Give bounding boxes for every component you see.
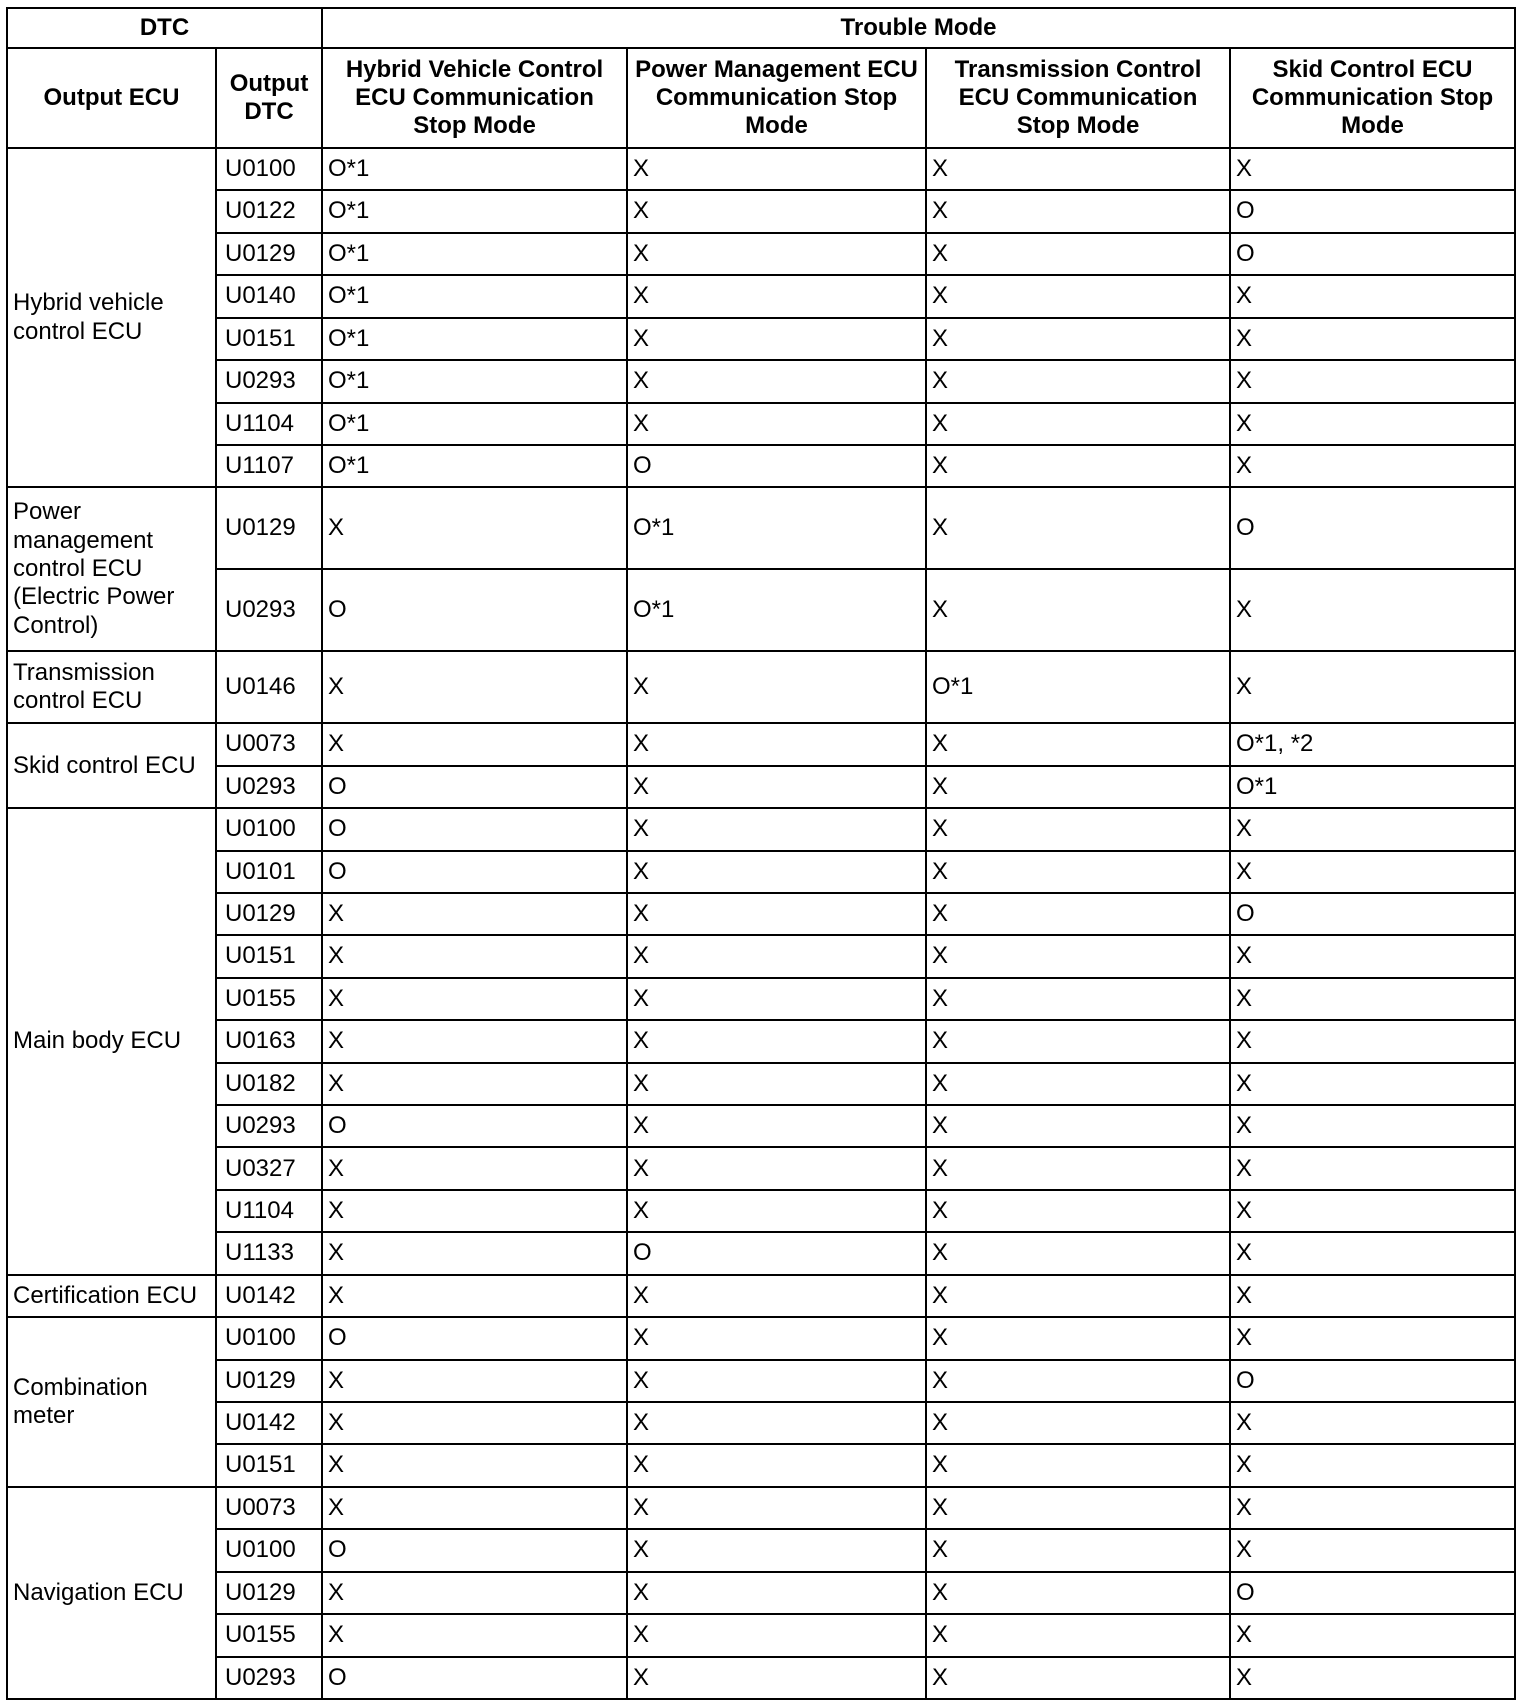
mode-status-cell: X [1230, 808, 1515, 850]
output-dtc-cell: U0182 [216, 1063, 322, 1105]
mode-status-cell: O [627, 445, 926, 487]
mode-status-cell: X [926, 851, 1230, 893]
table-row [7, 1360, 1515, 1402]
mode-status-cell: X [627, 318, 926, 360]
table-row [7, 233, 1515, 275]
mode-status-cell: X [1230, 1275, 1515, 1317]
output-dtc-cell: U0100 [216, 1317, 322, 1359]
mode-status-cell: O*1 [322, 360, 627, 402]
table-row [7, 1402, 1515, 1444]
mode-status-cell: X [627, 1105, 926, 1147]
mode-status-cell: X [1230, 1317, 1515, 1359]
mode-status-cell: O [322, 1105, 627, 1147]
table-row [7, 1614, 1515, 1656]
mode-status-cell: X [926, 1020, 1230, 1062]
table-row [7, 1190, 1515, 1232]
mode-status-cell: X [926, 808, 1230, 850]
mode-status-cell: X [627, 1572, 926, 1614]
mode-status-cell: X [926, 1572, 1230, 1614]
mode-status-cell: X [1230, 1402, 1515, 1444]
mode-status-cell: X [926, 190, 1230, 232]
mode-status-cell: X [1230, 1444, 1515, 1486]
mode-status-cell: O [322, 808, 627, 850]
mode-status-cell: X [926, 1402, 1230, 1444]
trouble-mode-header: Trouble Mode [322, 8, 1515, 48]
output-dtc-cell: U0129 [216, 233, 322, 275]
output-ecu-cell: Skid control ECU [7, 723, 216, 808]
output-dtc-cell: U0293 [216, 766, 322, 808]
table-row [7, 1063, 1515, 1105]
mode-status-cell: X [926, 1105, 1230, 1147]
output-dtc-cell: U0101 [216, 851, 322, 893]
mode-status-cell: X [1230, 318, 1515, 360]
mode-status-cell: X [1230, 445, 1515, 487]
mode-status-cell: X [322, 1063, 627, 1105]
table-row [7, 1275, 1515, 1317]
mode-status-cell: X [926, 1317, 1230, 1359]
mode-status-cell: X [322, 723, 627, 765]
table-row [7, 1232, 1515, 1274]
table-row [7, 723, 1515, 765]
table-row [7, 1020, 1515, 1062]
mode-status-cell: O*1 [322, 445, 627, 487]
table-row [7, 1444, 1515, 1486]
table-row [7, 1317, 1515, 1359]
output-dtc-cell: U0146 [216, 651, 322, 723]
mode-status-cell: X [627, 1275, 926, 1317]
mode-status-cell: X [926, 487, 1230, 569]
mode-status-cell: X [627, 1487, 926, 1529]
output-dtc-cell: U1104 [216, 403, 322, 445]
mode-status-cell: X [627, 1190, 926, 1232]
output-dtc-cell: U0100 [216, 808, 322, 850]
mode-status-cell: X [627, 935, 926, 977]
mode-status-cell: X [322, 978, 627, 1020]
mode-status-cell: X [322, 1275, 627, 1317]
mode-status-cell: X [627, 275, 926, 317]
mode-status-cell: X [926, 893, 1230, 935]
mode-status-cell: X [627, 1317, 926, 1359]
mode-status-cell: X [627, 1020, 926, 1062]
mode-status-cell: X [926, 1487, 1230, 1529]
mode-status-cell: X [926, 978, 1230, 1020]
mode-status-cell: X [1230, 1020, 1515, 1062]
mode-status-cell: X [322, 1190, 627, 1232]
output-dtc-cell: U0100 [216, 148, 322, 190]
output-dtc-cell: U0142 [216, 1402, 322, 1444]
table-row [7, 651, 1515, 723]
output-dtc-cell: U0293 [216, 1657, 322, 1699]
mode-status-cell: O [1230, 1572, 1515, 1614]
output-dtc-cell: U0100 [216, 1529, 322, 1571]
mode-status-cell: X [926, 318, 1230, 360]
mode-status-cell: X [926, 1444, 1230, 1486]
table-row [7, 318, 1515, 360]
mode-status-cell: O*1 [322, 190, 627, 232]
mode-status-cell: X [1230, 1147, 1515, 1189]
table-row [7, 1105, 1515, 1147]
mode-status-cell: X [322, 1147, 627, 1189]
mode-status-cell: X [1230, 935, 1515, 977]
mode-status-cell: O*1 [322, 148, 627, 190]
mode-status-cell: X [627, 403, 926, 445]
table-row [7, 1657, 1515, 1699]
mode-status-cell: X [627, 233, 926, 275]
mode-status-cell: O*1 [322, 275, 627, 317]
mode-status-cell: X [1230, 1190, 1515, 1232]
mode-status-cell: X [1230, 360, 1515, 402]
table-row [7, 275, 1515, 317]
mode-status-cell: X [627, 1529, 926, 1571]
mode-status-cell: O [322, 569, 627, 651]
mode-status-cell: O [322, 851, 627, 893]
output-ecu-cell: Certification ECU [7, 1275, 216, 1317]
mode-status-cell: X [322, 935, 627, 977]
mode-status-cell: O*1 [322, 318, 627, 360]
mode-status-cell: X [926, 233, 1230, 275]
mode-status-cell: X [1230, 1657, 1515, 1699]
mode-status-cell: X [627, 723, 926, 765]
mode-status-cell: X [627, 766, 926, 808]
output-ecu-cell: Main body ECU [7, 808, 216, 1275]
mode-status-cell: O [322, 1529, 627, 1571]
table-row [7, 1572, 1515, 1614]
mode-status-cell: X [1230, 651, 1515, 723]
output-dtc-cell: U0073 [216, 1487, 322, 1529]
mode-status-cell: X [926, 569, 1230, 651]
mode-status-cell: X [1230, 1487, 1515, 1529]
mode-status-cell: O*1 [926, 651, 1230, 723]
output-dtc-cell: U0142 [216, 1275, 322, 1317]
mode-status-cell: X [1230, 275, 1515, 317]
mode-status-cell: O*1 [322, 233, 627, 275]
mode-status-cell: O [322, 766, 627, 808]
output-dtc-cell: U0151 [216, 935, 322, 977]
output-ecu-cell: Navigation ECU [7, 1487, 216, 1699]
mode-status-cell: X [627, 1147, 926, 1189]
output-dtc-cell: U0293 [216, 569, 322, 651]
mode-status-cell: X [926, 1147, 1230, 1189]
mode-status-cell: X [926, 403, 1230, 445]
mode-header-hybrid: Hybrid Vehicle Control ECU Communication Stop Mode [322, 48, 627, 148]
mode-status-cell: X [926, 1360, 1230, 1402]
output-dtc-cell: U0155 [216, 978, 322, 1020]
mode-status-cell: X [627, 190, 926, 232]
mode-status-cell: X [322, 1614, 627, 1656]
mode-status-cell: X [926, 935, 1230, 977]
mode-status-cell: O [322, 1657, 627, 1699]
output-dtc-cell: U0293 [216, 1105, 322, 1147]
mode-status-cell: O [1230, 487, 1515, 569]
output-ecu-cell: Hybrid vehicle control ECU [7, 148, 216, 487]
mode-status-cell: X [926, 1063, 1230, 1105]
mode-status-cell: O*1 [1230, 766, 1515, 808]
mode-status-cell: X [627, 651, 926, 723]
mode-status-cell: X [627, 148, 926, 190]
mode-status-cell: X [1230, 1614, 1515, 1656]
output-dtc-cell: U0122 [216, 190, 322, 232]
mode-status-cell: X [322, 1572, 627, 1614]
mode-status-cell: X [322, 1487, 627, 1529]
mode-status-cell: X [926, 723, 1230, 765]
table-body [7, 148, 1515, 1699]
mode-status-cell: O*1 [627, 569, 926, 651]
mode-status-cell: O [1230, 1360, 1515, 1402]
mode-status-cell: O*1 [322, 403, 627, 445]
output-ecu-cell: Combination meter [7, 1317, 216, 1487]
table-row [7, 445, 1515, 487]
mode-status-cell: X [322, 1444, 627, 1486]
mode-status-cell: X [1230, 1232, 1515, 1274]
table-row [7, 403, 1515, 445]
mode-header-power-management: Power Management ECU Communication Stop Mode [627, 48, 926, 148]
output-dtc-cell: U0129 [216, 1572, 322, 1614]
table-row [7, 808, 1515, 850]
table-row [7, 1147, 1515, 1189]
output-dtc-cell: U0151 [216, 318, 322, 360]
mode-status-cell: X [322, 487, 627, 569]
mode-status-cell: X [322, 1402, 627, 1444]
table-row [7, 569, 1515, 651]
mode-status-cell: X [1230, 148, 1515, 190]
mode-status-cell: X [926, 1232, 1230, 1274]
mode-status-cell: X [627, 851, 926, 893]
mode-status-cell: X [627, 360, 926, 402]
output-dtc-cell: U0293 [216, 360, 322, 402]
table-row [7, 148, 1515, 190]
output-dtc-cell: U0073 [216, 723, 322, 765]
mode-status-cell: X [627, 1614, 926, 1656]
table-row [7, 935, 1515, 977]
mode-status-cell: X [926, 1529, 1230, 1571]
mode-status-cell: X [627, 893, 926, 935]
mode-status-cell: X [926, 1614, 1230, 1656]
mode-status-cell: X [926, 360, 1230, 402]
output-dtc-cell: U0155 [216, 1614, 322, 1656]
output-dtc-cell: U1107 [216, 445, 322, 487]
mode-status-cell: O [322, 1317, 627, 1359]
output-dtc-cell: U0129 [216, 1360, 322, 1402]
mode-status-cell: X [1230, 569, 1515, 651]
output-ecu-cell: Power management control ECU (Electric Power Control) [7, 487, 216, 650]
output-dtc-cell: U0140 [216, 275, 322, 317]
mode-status-cell: X [926, 1657, 1230, 1699]
mode-status-cell: X [322, 1020, 627, 1062]
mode-status-cell: X [1230, 1105, 1515, 1147]
output-dtc-cell: U1133 [216, 1232, 322, 1274]
dtc-trouble-mode-table [6, 7, 1516, 1700]
output-dtc-cell: U0327 [216, 1147, 322, 1189]
mode-status-cell: O [627, 1232, 926, 1274]
output-dtc-cell: U0151 [216, 1444, 322, 1486]
output-ecu-header: Output ECU [7, 48, 216, 148]
mode-status-cell: X [926, 1275, 1230, 1317]
table-row [7, 893, 1515, 935]
table-row [7, 487, 1515, 569]
mode-status-cell: X [1230, 851, 1515, 893]
output-dtc-cell: U0163 [216, 1020, 322, 1062]
table-row [7, 1487, 1515, 1529]
table-row [7, 190, 1515, 232]
table-row [7, 1529, 1515, 1571]
mode-status-cell: X [627, 808, 926, 850]
mode-status-cell: X [627, 978, 926, 1020]
mode-status-cell: X [627, 1063, 926, 1105]
output-dtc-header: Output DTC [216, 48, 322, 148]
table-row [7, 978, 1515, 1020]
mode-status-cell: O [1230, 893, 1515, 935]
dtc-header: DTC [7, 8, 322, 48]
mode-status-cell: X [926, 445, 1230, 487]
mode-status-cell: X [627, 1657, 926, 1699]
mode-status-cell: X [926, 1190, 1230, 1232]
mode-status-cell: O*1 [627, 487, 926, 569]
output-dtc-cell: U0129 [216, 487, 322, 569]
mode-status-cell: X [1230, 1063, 1515, 1105]
mode-status-cell: X [322, 893, 627, 935]
mode-status-cell: X [926, 148, 1230, 190]
mode-header-transmission: Transmission Control ECU Communication Stop Mode [926, 48, 1230, 148]
mode-status-cell: X [627, 1360, 926, 1402]
table-row [7, 851, 1515, 893]
mode-status-cell: X [322, 1360, 627, 1402]
table-row [7, 766, 1515, 808]
mode-status-cell: X [926, 275, 1230, 317]
mode-header-skid-control: Skid Control ECU Communication Stop Mode [1230, 48, 1515, 148]
mode-status-cell: O*1, *2 [1230, 723, 1515, 765]
output-dtc-cell: U1104 [216, 1190, 322, 1232]
mode-status-cell: O [1230, 190, 1515, 232]
mode-status-cell: X [322, 1232, 627, 1274]
output-ecu-cell: Transmission control ECU [7, 651, 216, 723]
mode-status-cell: X [322, 651, 627, 723]
mode-status-cell: X [627, 1444, 926, 1486]
mode-status-cell: O [1230, 233, 1515, 275]
mode-status-cell: X [926, 766, 1230, 808]
mode-status-cell: X [1230, 403, 1515, 445]
table-row [7, 360, 1515, 402]
mode-status-cell: X [627, 1402, 926, 1444]
output-dtc-cell: U0129 [216, 893, 322, 935]
mode-status-cell: X [1230, 1529, 1515, 1571]
mode-status-cell: X [1230, 978, 1515, 1020]
